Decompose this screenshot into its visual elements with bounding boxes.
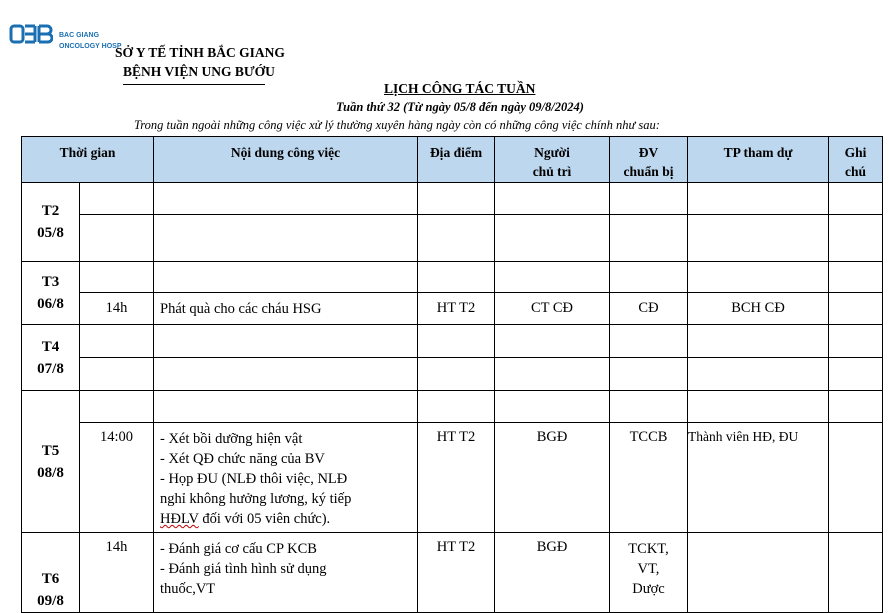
table-row (22, 358, 883, 391)
event-content-line: - Đánh giá cơ cấu CP KCB (160, 541, 317, 557)
table-row (22, 533, 883, 613)
event-location: HT T2 (418, 293, 495, 325)
event-participants: BCH CĐ (688, 293, 829, 325)
hospital-logo-icon (9, 20, 53, 54)
spellcheck-underline: HĐLV (160, 511, 199, 527)
table-row (22, 183, 883, 215)
day-label: T3 (41, 274, 60, 290)
event-prep: TCCB (610, 423, 688, 533)
col-header-location: Địa điểm (418, 137, 495, 183)
event-content-line: - Đánh giá tình hình sử dụng (160, 561, 327, 577)
table-header-row (22, 137, 883, 183)
col-header-note (829, 137, 883, 183)
org-name-line1: SỞ Y TẾ TỈNH BẮC GIANG (115, 45, 285, 60)
org-name-line2: BỆNH VIỆN UNG BƯỚU (123, 64, 275, 79)
hospital-logo (9, 20, 129, 60)
day-cell-t5 (22, 391, 80, 533)
day-date: 09/8 (37, 593, 64, 609)
event-content: Phát quà cho các cháu HSG (154, 293, 418, 325)
event-time: 14h (80, 533, 154, 613)
table-row (22, 423, 883, 533)
day-date: 05/8 (37, 225, 64, 241)
event-note (829, 423, 883, 533)
day-date: 08/8 (37, 464, 64, 481)
day-date: 07/8 (37, 360, 64, 377)
event-content-line: HĐLV đối với 05 viên chức). (160, 511, 331, 527)
day-label: T4 (41, 338, 60, 355)
event-note (829, 533, 883, 613)
event-content (154, 423, 418, 533)
event-time: 14:00 (80, 423, 154, 533)
event-participants (688, 533, 829, 613)
table-row (22, 215, 883, 262)
col-header-note-line2: chú (844, 164, 866, 179)
table-row (22, 293, 883, 325)
day-label: T6 (41, 571, 60, 587)
logo-text-line2: ONCOLOGY HOSP (59, 43, 122, 50)
event-prep-line: Dược (632, 581, 665, 597)
event-location: HT T2 (418, 533, 495, 613)
event-note (829, 293, 883, 325)
col-header-prep-line1: ĐV (638, 145, 659, 160)
event-prep (610, 533, 688, 613)
page-subtitle: Tuần thứ 32 (Từ ngày 05/8 đến ngày 09/8/2024) (336, 100, 584, 114)
col-header-content: Nội dung công việc (154, 137, 418, 183)
event-location: HT T2 (418, 423, 495, 533)
col-header-host-line2: chủ trì (532, 164, 572, 179)
org-underline (123, 84, 265, 85)
day-cell-t2 (22, 183, 80, 262)
event-prep-line: TCKT, (628, 541, 669, 557)
day-label: T5 (41, 442, 60, 459)
event-host: CT CĐ (495, 293, 610, 325)
col-header-time: Thời gian (22, 137, 154, 183)
day-label: T2 (41, 203, 60, 219)
day-cell-t6 (22, 533, 80, 613)
day-date: 06/8 (37, 296, 64, 312)
col-header-note-line1: Ghi (844, 145, 867, 160)
page-title: LỊCH CÔNG TÁC TUẦN (384, 81, 536, 96)
day-cell-t4 (22, 325, 80, 391)
col-header-prep-line2: chuẩn bị (623, 164, 674, 179)
intro-text: Trong tuần ngoài những công việc xử lý thường xuyên hàng ngày còn có những công việc chính như sau: (134, 118, 660, 132)
event-content-line: - Xét bồi dưỡng hiện vật (160, 431, 303, 447)
event-content-line: thuốc,VT (160, 581, 216, 597)
schedule-table (21, 136, 883, 613)
table-row (22, 391, 883, 423)
event-time: 14h (80, 293, 154, 325)
col-header-participants: TP tham dự (688, 137, 829, 183)
logo-text-line1: BAC GIANG (59, 32, 100, 39)
col-header-host (495, 137, 610, 183)
col-header-host-line1: Người (534, 145, 570, 160)
event-content-line: - Họp ĐU (NLĐ thôi việc, NLĐ (160, 471, 348, 487)
event-host: BGĐ (495, 533, 610, 613)
day-cell-t3 (22, 262, 80, 325)
event-content-line: - Xét QĐ chức năng của BV (160, 451, 325, 467)
event-content-line: nghỉ không hưởng lương, ký tiếp (160, 491, 352, 507)
event-prep: CĐ (610, 293, 688, 325)
col-header-prep (610, 137, 688, 183)
event-content (154, 533, 418, 613)
table-row (22, 325, 883, 358)
table-row (22, 262, 883, 293)
event-prep-line: VT, (637, 561, 660, 577)
event-host: BGĐ (495, 423, 610, 533)
event-participants: Thành viên HĐ, ĐU (688, 423, 829, 533)
